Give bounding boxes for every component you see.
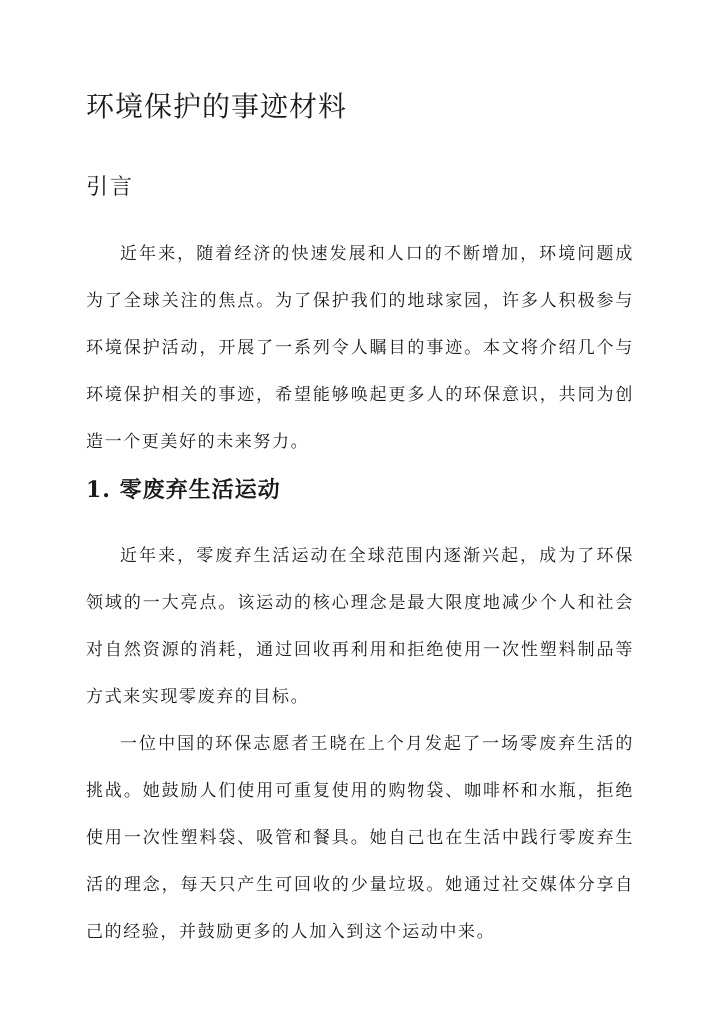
document-title: 环境保护的事迹材料 — [86, 90, 348, 123]
section-heading-zero-waste: 1. 零废弃生活运动 — [86, 477, 281, 503]
section-heading-introduction: 引言 — [86, 175, 135, 200]
zero-waste-paragraph-1: 近年来，零废弃生活运动在全球范围内逐渐兴起，成为了环保领域的一大亮点。该运动的核心理念是最大限度地减少个人和社会对自然资源的消耗，通过回收再利用和拒绝使用一次性塑料制品等方式来实现零废弃的目标。 — [86, 546, 634, 707]
zero-waste-paragraph-2: 一位中国的环保志愿者王晓在上个月发起了一场零废弃生活的挑战。她鼓励人们使用可重复使用的购物袋、咖啡杯和水瓶，拒绝使用一次性塑料袋、吸管和餐具。她自己也在生活中践行零废弃生活的理念，每天只产生可回收的少量垃圾。她通过社交媒体分享自己的经验，并鼓励更多的人加入到这个运动中来。 — [86, 734, 634, 942]
introduction-paragraph: 近年来，随着经济的快速发展和人口的不断增加，环境问题成为了全球关注的焦点。为了保护我们的地球家园，许多人积极参与环境保护活动，开展了一系列令人瞩目的事迹。本文将介绍几个与环境保护相关的事迹，希望能够唤起更多人的环保意识，共同为创造一个更美好的未来努力。 — [86, 244, 634, 452]
